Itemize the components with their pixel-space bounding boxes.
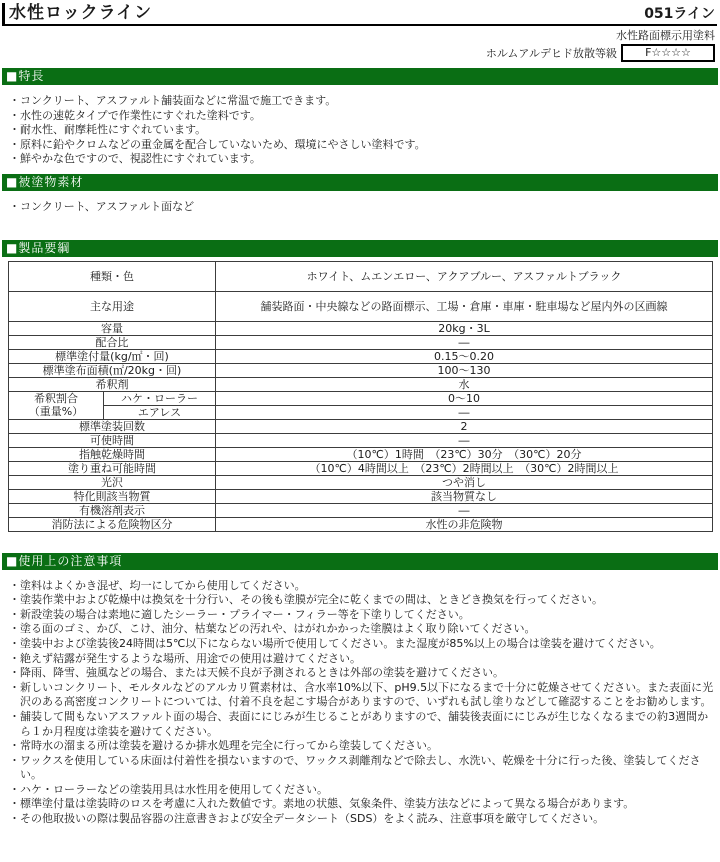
precautions-list <box>9 579 714 827</box>
spec-row-dilution <box>9 405 713 419</box>
feature-item: ・耐水性、耐摩耗性にすぐれています。 <box>9 123 207 137</box>
spec-value: 舗装路面・中央線などの路面標示、工場・倉庫・車庫・駐車場など屋内外の区画線 <box>216 291 713 321</box>
spec-label: 標準塗付量(kg/㎡・回) <box>9 349 216 363</box>
spec-row <box>9 503 713 517</box>
precaution-item: ・塗装中および塗装後24時間は5℃以下にならない場所で使用してください。また湿度が85%以上の場合は塗装を避けてください。 <box>9 636 661 650</box>
title-row <box>2 3 717 26</box>
precaution-item: ・舗装して間もないアスファルト面の場合、表面ににじみが生じることがありますので、舗装後表面ににじみが生じなくなるまでの約3週間から１か月程度は塗装を避けてください。 <box>9 709 709 738</box>
formaldehyde-label: ホルムアルデヒド放散等級 <box>485 47 617 60</box>
precaution-item: ・塗装作業中および乾燥中は換気を十分行い、その後も塗膜が完全に乾くまでの間は、ときどき換気を行ってください。 <box>9 593 603 607</box>
spec-label: 可使時間 <box>9 433 216 447</box>
spec-label: 指触乾燥時間 <box>9 447 216 461</box>
spec-label: 有機溶剤表示 <box>9 503 216 517</box>
spec-label: 種類・色 <box>9 261 216 291</box>
substrates-list <box>9 200 714 215</box>
precaution-item: ・その他取扱いの際は製品容器の注意書きおよび安全データシート（SDS）をよく読み、注意事項を厳守してください。 <box>9 812 605 826</box>
spec-label: 消防法による危険物区分 <box>9 517 216 531</box>
header-meta <box>2 29 717 62</box>
precaution-item: ・絶えず結露が発生するような場所、用途での使用は避けてください。 <box>9 651 361 665</box>
spec-value: 100～130 <box>216 363 713 377</box>
spec-value: ― <box>216 335 713 349</box>
spec-row <box>9 447 713 461</box>
feature-item: ・鮮やかな色ですので、視認性にすぐれています。 <box>9 152 261 166</box>
spec-label: 容量 <box>9 321 216 335</box>
precaution-item: ・新しいコンクリート、モルタルなどのアルカリ質素材は、含水率10%以下、pH9.5以下になるまで十分に乾燥させてください。また表面に光沢のある高密度コンクリートについては、付着不良を起こす場合がありますので、いずれも試し塗りなどして確認することをお勧めします。 <box>9 680 714 709</box>
spec-label: 標準塗装回数 <box>9 419 216 433</box>
dilution-label-line1: 希釈割合 <box>34 392 78 406</box>
spec-row <box>9 349 713 363</box>
section-header-precautions: ■使用上の注意事項 <box>2 553 718 570</box>
precaution-item: ・ハケ・ローラーなどの塗装用具は水性用を使用してください。 <box>9 782 328 796</box>
spec-value: 水 <box>216 377 713 391</box>
features-list <box>9 94 714 167</box>
spec-row <box>9 461 713 475</box>
spec-value: ― <box>216 433 713 447</box>
spec-value: 0.15～0.20 <box>216 349 713 363</box>
spec-row <box>9 517 713 531</box>
section-header-features: ■特長 <box>2 68 718 85</box>
spec-row <box>9 261 713 291</box>
spec-row <box>9 377 713 391</box>
spec-value: ホワイト、ムエンエロー、アクアブルー、アスファルトブラック <box>216 261 713 291</box>
spec-value: 20kg・3L <box>216 321 713 335</box>
spec-sublabel: エアレス <box>104 405 216 419</box>
spec-label: 塗り重ね可能時間 <box>9 461 216 475</box>
spec-sublabel: ハケ・ローラー <box>104 391 216 405</box>
substrate-item: ・コンクリート、アスファルト面など <box>9 199 195 213</box>
spec-table <box>8 261 713 532</box>
section-header-substrates: ■被塗物素材 <box>2 174 718 191</box>
precaution-item: ・降雨、降雪、強風などの場合、または天候不良が予測されるときは外部の塗装を避けてください。 <box>9 666 504 680</box>
precaution-item: ・ワックスを使用している床面は付着性を損ないますので、ワックス剥離剤などで除去し、水洗い、乾燥を十分に行った後、塗装してください。 <box>9 753 701 782</box>
spec-label: 希釈剤 <box>9 377 216 391</box>
precaution-item: ・新設塗装の場合は素地に適したシーラー・プライマー・フィラー等を下塗りしてください。 <box>9 607 470 621</box>
spec-value: 水性の非危険物 <box>216 517 713 531</box>
spec-label: 光沢 <box>9 475 216 489</box>
formaldehyde-row <box>2 44 715 62</box>
feature-item: ・原料に鉛やクロムなどの重金属を配合していないため、環境にやさしい塗料です。 <box>9 137 426 151</box>
formaldehyde-grade-box: F☆☆☆☆ <box>621 44 715 62</box>
product-subtitle: 水性路面標示用塗料 <box>616 29 715 42</box>
precaution-item: ・標準塗付量は塗装時のロスを考慮に入れた数値です。素地の状態、気象条件、塗装方法などによって異なる場合があります。 <box>9 797 635 811</box>
spec-value: （10℃）1時間 （23℃）30分 （30℃）20分 <box>216 447 713 461</box>
spec-value: ― <box>216 503 713 517</box>
spec-value: ― <box>216 405 713 419</box>
feature-item: ・コンクリート、アスファルト舗装面などに常温で施工できます。 <box>9 94 337 107</box>
spec-label: 標準塗布面積(㎡/20kg・回) <box>9 363 216 377</box>
spec-row-dilution <box>9 391 713 405</box>
section-header-product-summary: ■製品要綱 <box>2 240 718 257</box>
spec-value: 2 <box>216 419 713 433</box>
header <box>0 0 720 62</box>
precaution-item: ・塗る面のゴミ、かび、こけ、油分、枯葉などの汚れや、はがれかかった塗膜はよく取り除いてください。 <box>9 622 536 636</box>
precaution-item: ・塗料はよくかき混ぜ、均一にしてから使用してください。 <box>9 578 306 592</box>
spec-label: 主な用途 <box>9 291 216 321</box>
spec-row <box>9 419 713 433</box>
spec-label-dilution <box>9 391 104 419</box>
product-line-code: 051ライン <box>644 6 715 22</box>
spec-row <box>9 475 713 489</box>
spec-row <box>9 489 713 503</box>
spec-row <box>9 291 713 321</box>
spec-label: 配合比 <box>9 335 216 349</box>
spec-row <box>9 433 713 447</box>
spec-value: （10℃）4時間以上 （23℃）2時間以上 （30℃）2時間以上 <box>216 461 713 475</box>
spec-row <box>9 321 713 335</box>
spec-row <box>9 363 713 377</box>
spec-label: 特化則該当物質 <box>9 489 216 503</box>
dilution-label-line2: （重量%） <box>28 405 84 419</box>
spec-value: 0～10 <box>216 391 713 405</box>
spec-value: つや消し <box>216 475 713 489</box>
spec-value: 該当物質なし <box>216 489 713 503</box>
precaution-item: ・常時水の溜まる所は塗装を避けるか排水処理を完全に行ってから塗装してください。 <box>9 739 438 753</box>
feature-item: ・水性の速乾タイプで作業性にすぐれた塗料です。 <box>9 108 261 122</box>
spec-row <box>9 335 713 349</box>
page-title: 水性ロックライン <box>9 3 153 23</box>
